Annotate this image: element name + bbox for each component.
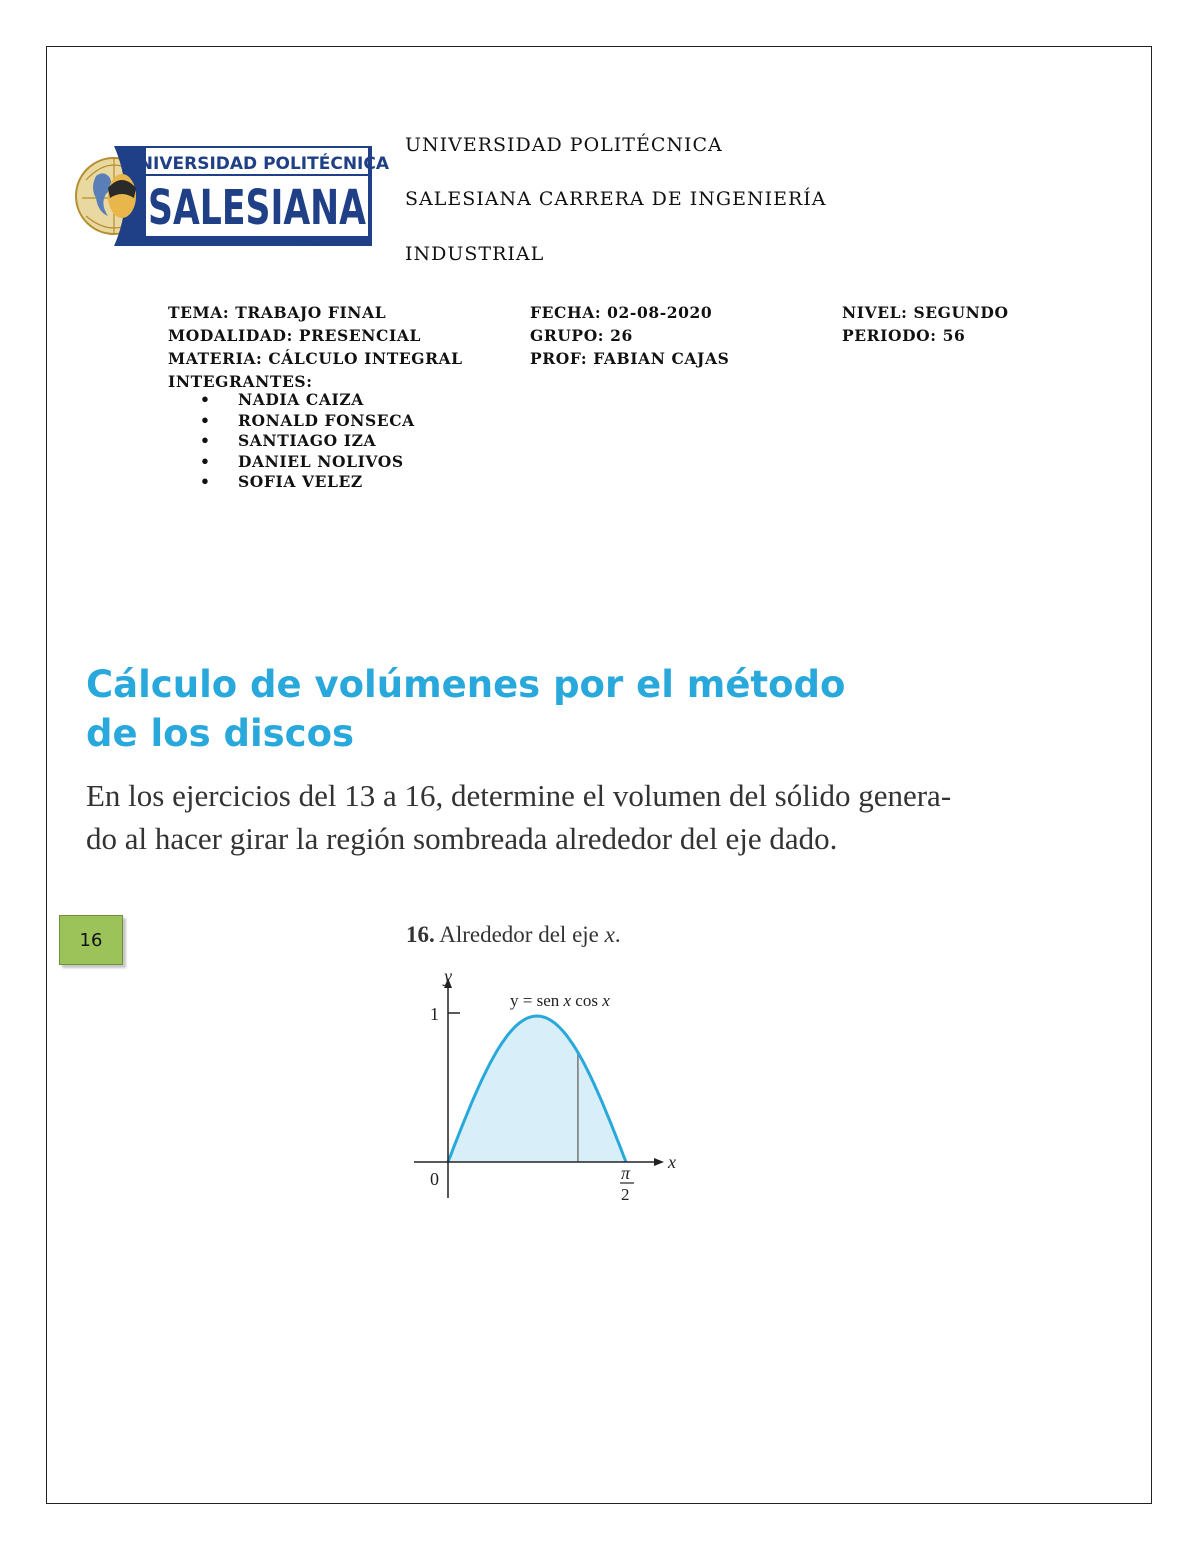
y-tick-label: 1 xyxy=(430,1004,439,1024)
x-axis-label: x xyxy=(668,1152,676,1172)
header-line-1: UNIVERSIDAD POLITÉCNICA xyxy=(405,134,723,156)
function-graph xyxy=(408,960,698,1210)
instructions-line-1: En los ejercicios del 13 a 16, determine el volumen del sólido genera- xyxy=(86,778,952,813)
exercise-axis-var: x xyxy=(604,922,615,947)
x-end-label-denominator: 2 xyxy=(621,1185,630,1204)
professor-label: PROF: FABIAN CAJAS xyxy=(530,349,730,368)
exercise-number-badge: 16 xyxy=(59,915,123,965)
section-title-line-2: de los discos xyxy=(86,712,355,755)
members-list xyxy=(200,390,415,493)
instructions-line-2: do al hacer girar la región sombreada alrededor del eje dado. xyxy=(86,821,838,856)
list-item: • SANTIAGO IZA xyxy=(200,431,415,452)
exercise-text: Alrededor del eje xyxy=(439,922,599,947)
logo-main-text: SALESIANA xyxy=(148,180,366,236)
list-item: • NADIA CAIZA xyxy=(200,390,415,411)
list-item: • RONALD FONSECA xyxy=(200,411,415,432)
period-label: PERIODO: 56 xyxy=(842,326,966,345)
university-logo xyxy=(74,140,390,252)
curve-label-cos: cos xyxy=(571,991,603,1010)
info-column-right xyxy=(842,301,1009,347)
section-title xyxy=(86,660,845,758)
shaded-region xyxy=(448,1016,626,1162)
list-item: • DANIEL NOLIVOS xyxy=(200,452,415,473)
subject-label: MATERIA: CÁLCULO INTEGRAL xyxy=(168,349,463,368)
exercise-instructions xyxy=(86,774,1046,860)
exercise-number: 16. xyxy=(406,922,435,947)
info-column-left xyxy=(168,301,463,393)
curve-label-x1: x xyxy=(563,991,572,1010)
list-item: • SOFIA VELEZ xyxy=(200,472,415,493)
modality-label: MODALIDAD: PRESENCIAL xyxy=(168,326,421,345)
topic-label: TEMA: TRABAJO FINAL xyxy=(168,303,387,322)
header-line-3: INDUSTRIAL xyxy=(405,243,545,265)
curve-label xyxy=(510,991,610,1010)
level-label: NIVEL: SEGUNDO xyxy=(842,303,1009,322)
y-axis-label: y xyxy=(444,966,452,986)
x-end-label-numerator: π xyxy=(621,1163,631,1183)
header-line-2: SALESIANA CARRERA DE INGENIERÍA xyxy=(405,188,827,210)
curve-label-x2: x xyxy=(602,991,610,1010)
members-heading: INTEGRANTES: xyxy=(168,372,313,391)
x-axis-arrow xyxy=(654,1158,664,1166)
group-label: GRUPO: 26 xyxy=(530,326,633,345)
exercise-period: . xyxy=(614,922,621,947)
logo-sub-text: ECUADOR xyxy=(302,235,368,249)
logo-top-text: UNIVERSIDAD POLITÉCNICA xyxy=(124,154,390,174)
curve-label-y: y = sen xyxy=(510,991,564,1010)
section-title-line-1: Cálculo de volúmenes por el método xyxy=(86,663,846,706)
exercise-statement xyxy=(406,922,621,948)
info-column-middle xyxy=(530,301,729,370)
origin-label: 0 xyxy=(430,1169,439,1189)
date-label: FECHA: 02-08-2020 xyxy=(530,303,713,322)
